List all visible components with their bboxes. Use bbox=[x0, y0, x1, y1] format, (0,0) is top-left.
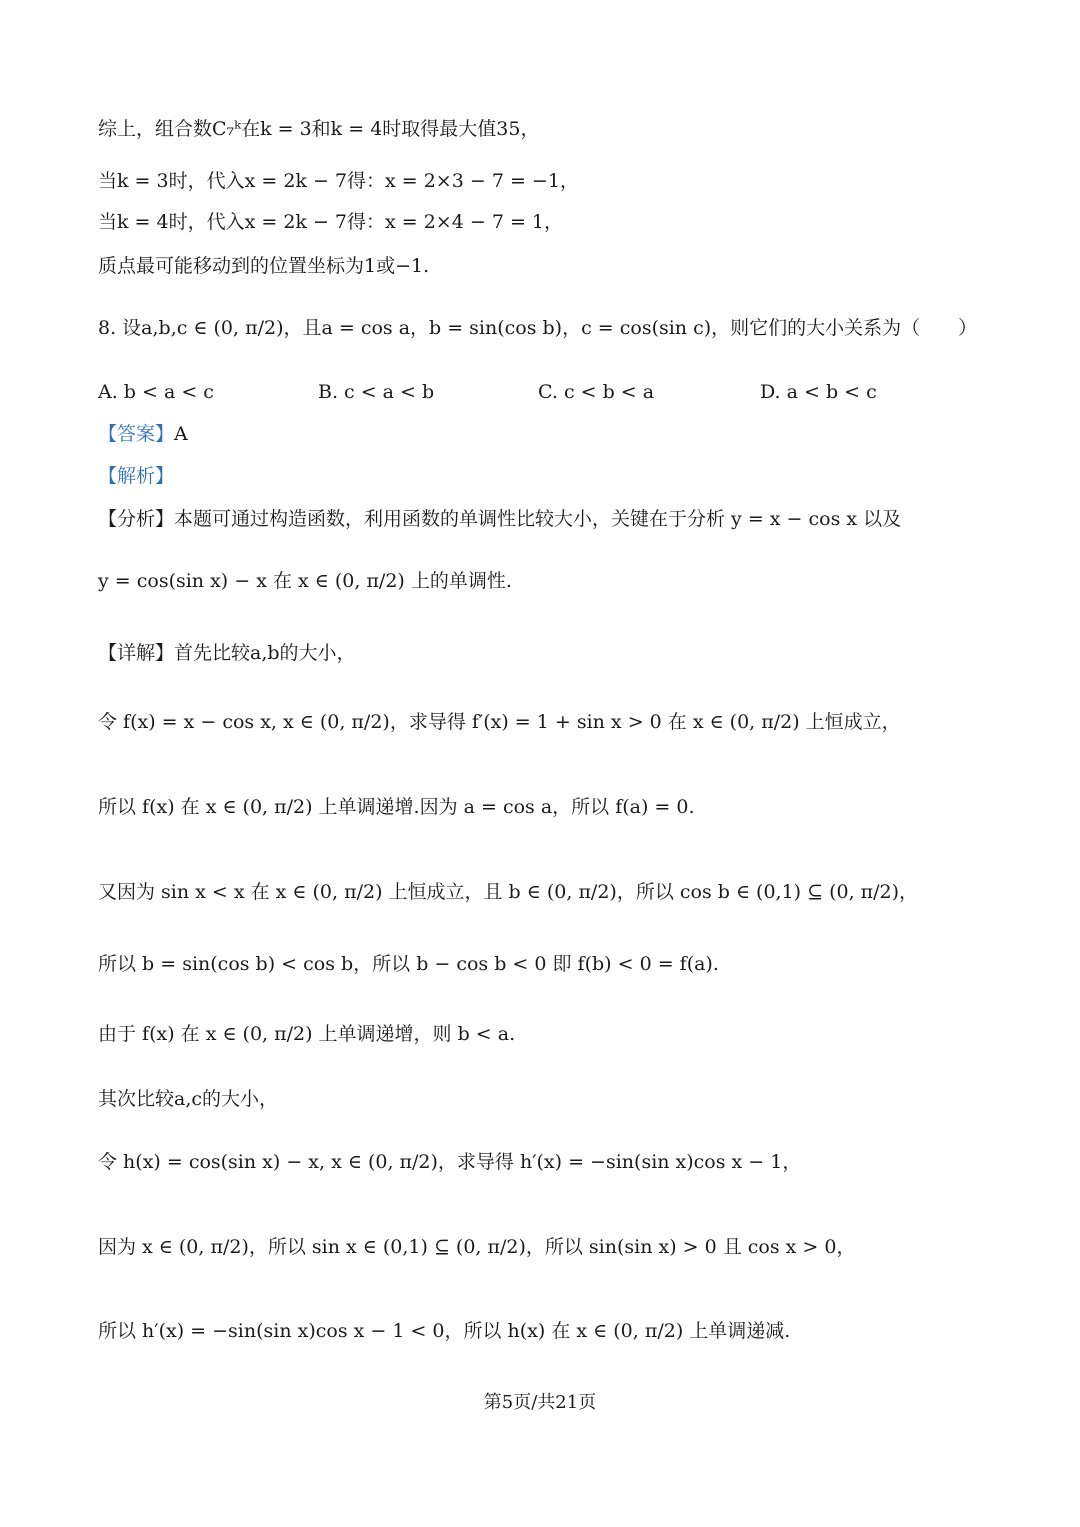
analysis-label: 【解析】 bbox=[98, 465, 175, 487]
conclusion-line: 质点最可能移动到的位置坐标为1或−1. bbox=[98, 255, 430, 277]
xiangjie-line: 【详解】首先比较a,b的大小， bbox=[98, 642, 356, 664]
choice-a: A. b < a < c bbox=[98, 381, 214, 403]
choice-b: B. c < a < b bbox=[318, 381, 435, 403]
step-4: 所以 b = sin(cos b) < cos b，所以 b − cos b < 0 即 f(b) < 0 = f(a). bbox=[98, 953, 719, 975]
summary-line: 综上，组合数C₇ᵏ在k = 3和k = 4时取得最大值35， bbox=[98, 118, 540, 140]
step-1: 令 f(x) = x − cos x, x ∈ (0, π/2)，求导得 f′(x) = 1 + sin x > 0 在 x ∈ (0, π/2) 上恒成立， bbox=[98, 711, 901, 733]
case-k3-line: 当k = 3时，代入x = 2k − 7得：x = 2×3 − 7 = −1， bbox=[98, 170, 579, 192]
answer-value: A bbox=[174, 423, 188, 445]
choice-c: C. c < b < a bbox=[538, 381, 655, 403]
step-5: 由于 f(x) 在 x ∈ (0, π/2) 上单调递增，则 b < a. bbox=[98, 1023, 516, 1045]
answer-label: 【答案】 bbox=[98, 423, 175, 445]
fenxi-line-1: 【分析】本题可通过构造函数，利用函数的单调性比较大小，关键在于分析 y = x − cos x 以及 bbox=[98, 508, 902, 530]
page-footer: 第5页/共21页 bbox=[483, 1392, 597, 1413]
step-3: 又因为 sin x < x 在 x ∈ (0, π/2) 上恒成立，且 b ∈ (0, π/2)，所以 cos b ∈ (0,1) ⊆ (0, π/2)， bbox=[98, 881, 919, 903]
question-8: 8. 设a,b,c ∈ (0, π/2)，且a = cos a，b = sin(cos b)，c = cos(sin c)，则它们的大小关系为（ ） bbox=[98, 317, 978, 339]
step-6: 其次比较a,c的大小， bbox=[98, 1088, 279, 1110]
answer-line bbox=[98, 423, 188, 446]
choice-d: D. a < b < c bbox=[760, 381, 877, 403]
case-k4-line: 当k = 4时，代入x = 2k − 7得：x = 2×4 − 7 = 1， bbox=[98, 211, 563, 233]
step-9: 所以 h′(x) = −sin(sin x)cos x − 1 < 0，所以 h(x) 在 x ∈ (0, π/2) 上单调递减. bbox=[98, 1320, 791, 1342]
step-2: 所以 f(x) 在 x ∈ (0, π/2) 上单调递增.因为 a = cos a，所以 f(a) = 0. bbox=[98, 796, 695, 818]
step-7: 令 h(x) = cos(sin x) − x, x ∈ (0, π/2)，求导得 h′(x) = −sin(sin x)cos x − 1， bbox=[98, 1151, 802, 1173]
step-8: 因为 x ∈ (0, π/2)，所以 sin x ∈ (0,1) ⊆ (0, π/2)，所以 sin(sin x) > 0 且 cos x > 0， bbox=[98, 1236, 856, 1258]
fenxi-line-2: y = cos(sin x) − x 在 x ∈ (0, π/2) 上的单调性. bbox=[98, 570, 512, 592]
